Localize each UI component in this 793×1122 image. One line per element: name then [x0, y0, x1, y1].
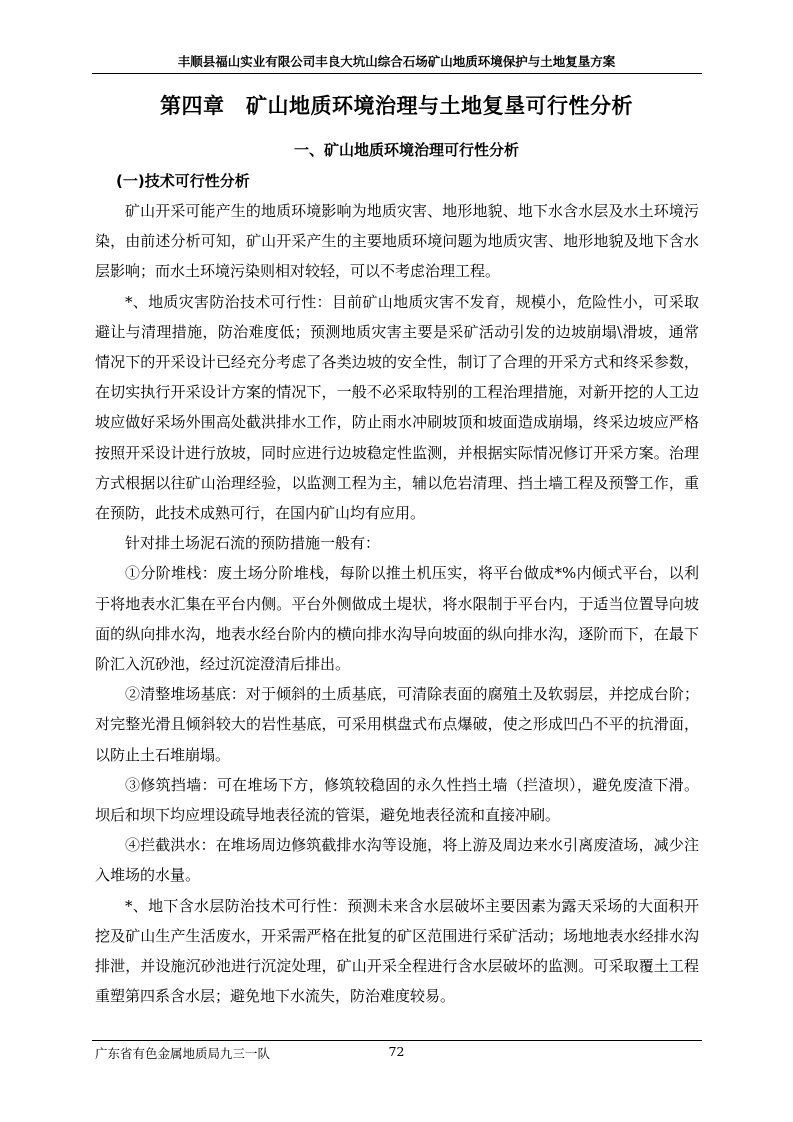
page-number: 72: [388, 1044, 405, 1059]
footer-divider: [92, 1040, 702, 1041]
running-header: 丰顺县福山实业有限公司丰良大坑山综合石场矿山地质环境保护与土地复垦方案: [177, 54, 616, 69]
section-title: 一、矿山地质环境治理可行性分析: [293, 141, 519, 159]
body-text: [95, 196, 699, 1011]
paragraph-geohazard: *、地质灾害防治技术可行性：目前矿山地质灾害不发育，规模小，危险性小，可采取避让与清理措施，防治难度低；预测地质灾害主要是采矿活动引发的边坡崩塌\滑坡，通常情况下的开采设计已经充分考虑了各类边坡的安全性，制订了合理的开采方式和终采参数，在切实执行开采设计方案的情况下，一般不必采取特别的工程治理措施，对新开挖的人工边坡应做好采场外围高处截洪排水工作，防止雨水冲刷坡顶和坡面造成崩塌，终采边坡应严格按照开采设计进行放坡，同时应进行边坡稳定性监测，并根据实际情况修订开采方案。治理方式根据以往矿山治理经验，以监测工程为主，辅以危岩清理、挡土墙工程及预警工作，重在预防，此技术成熟可行，在国内矿山均有应用。: [95, 292, 699, 523]
footer-organization: 广东省有色金属地质局九三一队: [95, 1046, 271, 1061]
paragraph-aquifer: *、地下含水层防治技术可行性：预测未来含水层破坏主要因素为露天采场的大面积开挖及矿山生产生活废水，开采需严格在批复的矿区范围进行采矿活动；场地地表水经排水沟排泄，并设施沉砂池进行沉淀处理，矿山开采全程进行含水层破坏的监测。可采取覆土工程重塑第四系含水层；避免地下水流失，防治难度较易。: [95, 896, 699, 1006]
paragraph-intro: 矿山开采可能产生的地质环境影响为地质灾害、地形地貌、地下水含水层及水土环境污染，由前述分析可知，矿山开采产生的主要地质环境问题为地质灾害、地形地貌及地下含水层影响；而水土环境污染则相对较轻，可以不考虑治理工程。: [95, 202, 699, 281]
paragraph-debris-measures: 针对排土场泥石流的预防措施一般有：: [125, 534, 381, 553]
paragraph-measure-3: ③修筑挡墙：可在堆场下方，修筑较稳固的永久性挡土墙（拦渣坝），避免废渣下滑。坝后和坝下均应埋设疏导地表径流的管渠，避免地表径流和直接冲刷。: [95, 775, 699, 825]
header-divider: [92, 73, 702, 74]
paragraph-measure-2: ②清整堆场基底：对于倾斜的土质基底，可清除表面的腐殖土及软弱层，并挖成台阶；对完整光滑且倾斜较大的岩性基底，可采用棋盘式布点爆破，使之形成凹凸不平的抗滑面，以防止土石堆崩塌。: [95, 685, 699, 764]
chapter-title: 第四章 矿山地质环境治理与土地复垦可行性分析: [160, 94, 633, 118]
paragraph-measure-4: ④拦截洪水：在堆场周边修筑截排水沟等设施，将上游及周边来水引离废渣场，减少注入堆场的水量。: [95, 836, 699, 885]
paragraph-measure-1: ①分阶堆栈：废土场分阶堆栈，每阶以推土机压实，将平台做成*%内倾式平台，以利于将地表水汇集在平台内侧。平台外侧做成土堤状，将水限制于平台内，于适当位置导向坡面的纵向排水沟，地表水经台阶内的横向排水沟导向坡面的纵向排水沟，逐阶而下，在最下阶汇入沉砂池，经过沉淀澄清后排出。: [95, 564, 699, 674]
subsection-title: (一)技术可行性分析: [116, 172, 250, 190]
